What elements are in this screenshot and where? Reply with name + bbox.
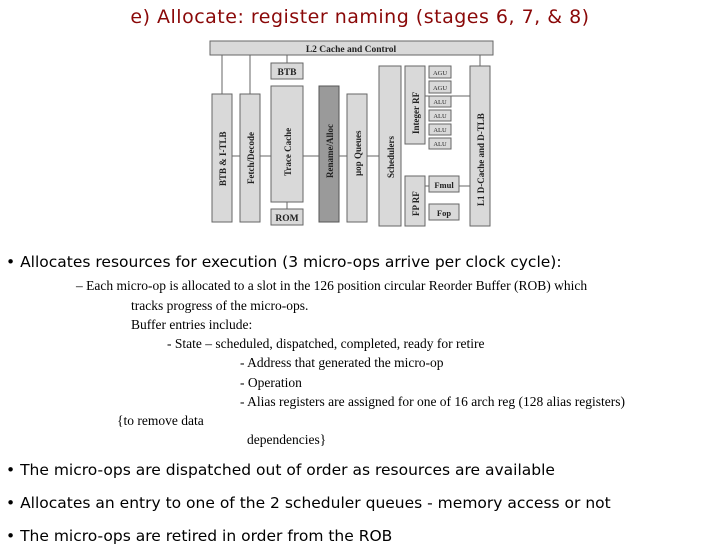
alu-label-2: ALU	[433, 113, 447, 120]
sub-rob-allocation-line2: tracks progress of the micro-ops.	[131, 298, 309, 313]
note-remove-data: {to remove data	[117, 413, 204, 428]
sub-buffer-entries-heading: Buffer entries include:	[131, 317, 253, 332]
bullet-retired-in-order: • The micro-ops are retired in order from the ROB	[6, 527, 393, 545]
note-dependencies: dependencies}	[247, 432, 327, 447]
schedulers-label: Schedulers	[386, 135, 396, 178]
alu-label-3: ALU	[433, 127, 447, 134]
entry-state: - State – scheduled, dispatched, completed, ready for retire	[167, 336, 485, 351]
l1-dcache-label: L1 D-Cache and D-TLB	[476, 113, 486, 206]
agu-label-1: AGU	[432, 70, 448, 77]
fmul-label: Fmul	[434, 180, 454, 190]
rename-alloc-label: Rename/Alloc	[325, 124, 335, 178]
btb-label: BTB	[277, 68, 297, 78]
entry-alias-registers: - Alias registers are assigned for one of 16 arch reg (128 alias registers)	[240, 394, 625, 409]
trace-cache-label: Trace Cache	[283, 127, 293, 176]
alu-label-4: ALU	[433, 141, 447, 148]
bullet-dispatched-out-of-order: • The micro-ops are dispatched out of order as resources are available	[6, 461, 555, 479]
alu-label-1: ALU	[433, 99, 447, 106]
agu-label-2: AGU	[432, 85, 448, 92]
fetch-decode-label: Fetch/Decode	[246, 132, 256, 184]
sub-rob-allocation-line1: – Each micro-op is allocated to a slot in the 126 position circular Reorder Buffer (ROB) which	[76, 278, 588, 293]
integer-rf-label: Integer RF	[411, 91, 421, 134]
bullet-scheduler-queues: • Allocates an entry to one of the 2 scheduler queues - memory access or not	[6, 494, 611, 512]
rom-label: ROM	[275, 214, 299, 224]
uop-queues-label: µop Queues	[353, 130, 363, 176]
entry-address: - Address that generated the micro-op	[240, 355, 444, 370]
l2-cache-label: L2 Cache and Control	[305, 45, 397, 55]
btb-itlb-label: BTB & I-TLB	[218, 131, 228, 186]
fp-rf-label: FP RF	[411, 191, 421, 216]
fop-label: Fop	[436, 208, 452, 218]
bullet-allocates-resources: • Allocates resources for execution (3 micro-ops arrive per clock cycle):	[6, 253, 562, 271]
pipeline-block-diagram	[200, 36, 505, 233]
entry-operation: - Operation	[240, 375, 302, 390]
slide-title: e) Allocate: register naming (stages 6, 7, & 8)	[130, 6, 590, 28]
